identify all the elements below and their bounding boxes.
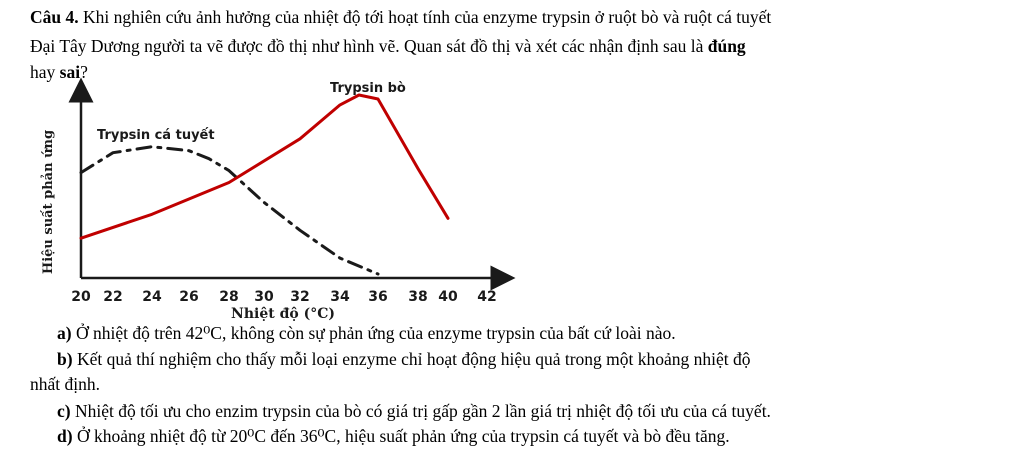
- x-tick-label: 42: [477, 289, 497, 305]
- question-number: Câu 4.: [30, 7, 79, 27]
- statement-b-text: Kết quả thí nghiệm cho thấy mỗi loại enzyme chỉ hoạt động hiệu quả trong một khoảng nhiệt độ: [72, 349, 751, 369]
- x-tick-label: 34: [330, 289, 350, 305]
- x-tick-labels: [71, 289, 496, 305]
- series-lines: [81, 95, 448, 274]
- x-tick-label: 26: [179, 289, 199, 305]
- statement-d: [57, 425, 730, 447]
- statement-a: [57, 322, 676, 344]
- statement-c: [57, 400, 771, 422]
- x-tick-label: 36: [368, 289, 388, 305]
- x-tick-label: 20: [71, 289, 91, 305]
- statement-b-label: b): [57, 349, 73, 369]
- question-text-2: Đại Tây Dương người ta vẽ được đồ thị như hình vẽ. Quan sát đồ thị và xét các nhận định sau là: [30, 36, 708, 56]
- statement-c-text: Nhiệt độ tối ưu cho enzim trypsin của bò có giá trị gấp gần 2 lần giá trị nhiệt độ tối ưu của cá tuyết.: [70, 401, 771, 421]
- x-tick-label: 22: [103, 289, 123, 305]
- statement-b: [57, 348, 751, 370]
- question-mark: ?: [80, 62, 88, 82]
- keyword-dung: đúng: [707, 36, 746, 56]
- series-line-bo: [81, 95, 448, 238]
- x-tick-label: 32: [290, 289, 310, 305]
- keyword-sai: sai: [59, 62, 81, 82]
- series-line-ca-tuyet: [81, 147, 378, 274]
- series-label-bo: Trypsin bò: [330, 81, 406, 96]
- x-tick-label: 38: [408, 289, 428, 305]
- x-tick-label: 24: [142, 289, 162, 305]
- series-label-ca-tuyet: Trypsin cá tuyết: [97, 128, 215, 143]
- question-text-3: hay: [30, 62, 60, 82]
- x-tick-label: 30: [254, 289, 274, 305]
- x-tick-label: 28: [219, 289, 239, 305]
- question-text-1: Khi nghiên cứu ảnh hưởng của nhiệt độ tới hoạt tính của enzyme trypsin ở ruột bò và ruột cá tuyết: [78, 7, 772, 27]
- x-tick-label: 40: [438, 289, 458, 305]
- statement-b-continued: [30, 373, 100, 395]
- statement-a-label: a): [57, 323, 72, 343]
- x-axis-label: Nhiệt độ (°C): [231, 306, 335, 322]
- statement-a-text: Ở nhiệt độ trên 42⁰C, không còn sự phản ứng của enzyme trypsin của bất cứ loài nào.: [71, 323, 676, 343]
- statement-b-text-2: nhất định.: [30, 374, 100, 394]
- statement-d-text: Ở khoảng nhiệt độ từ 20⁰C đến 36⁰C, hiệu suất phản ứng của trypsin cá tuyết và bò đều tăng.: [72, 426, 730, 446]
- y-axis-label: Hiệu suất phản ứng: [41, 129, 56, 275]
- statement-c-label: c): [57, 401, 71, 421]
- statement-d-label: d): [57, 426, 73, 446]
